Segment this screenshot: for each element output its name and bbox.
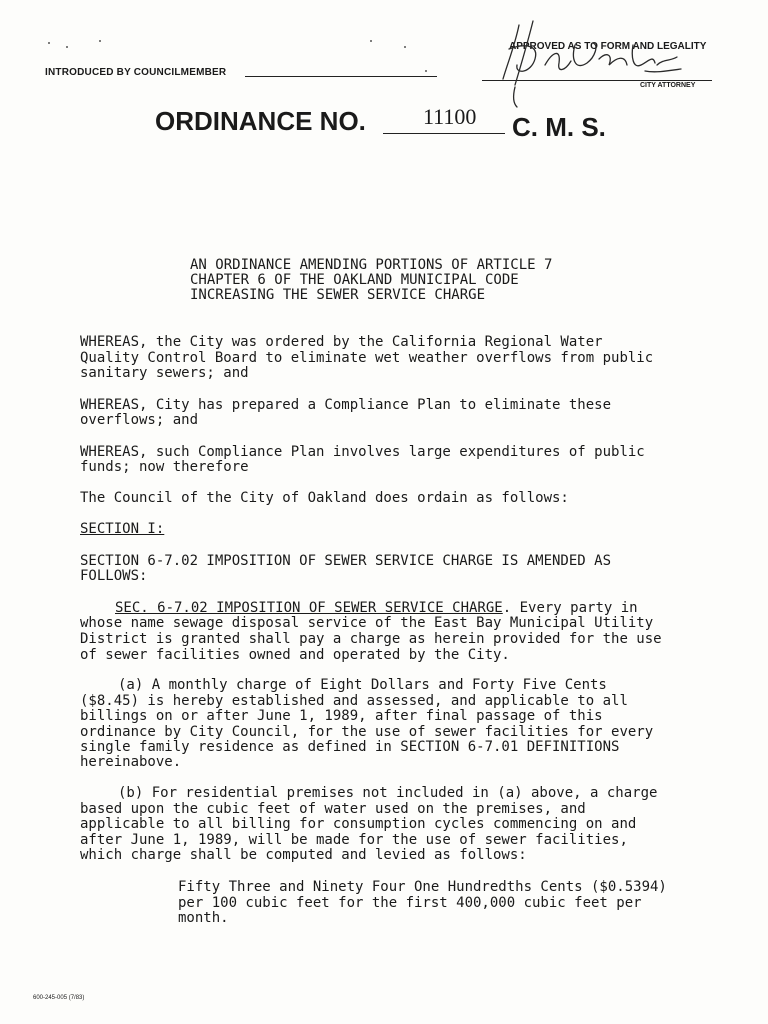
para-a-line: single family residence as defined in SECTION 6-7.01 DEFINITIONS: [80, 739, 620, 755]
rate-line: month.: [178, 910, 229, 926]
whereas-line: WHEREAS, City has prepared a Compliance Plan to eliminate these: [80, 397, 612, 413]
scan-speck: [425, 70, 427, 72]
scan-speck: [66, 46, 68, 48]
approved-as-to-form-label: APPROVED AS TO FORM AND LEGALITY: [509, 41, 707, 52]
para-a-line: (a) A monthly charge of Eight Dollars and Forty Five Cents: [118, 677, 607, 693]
whereas-line: Quality Control Board to eliminate wet weather overflows from public: [80, 350, 654, 366]
whereas-line: overflows; and: [80, 412, 199, 428]
ordinance-number: 11100: [423, 104, 477, 129]
whereas-line: funds; now therefore: [80, 459, 249, 475]
form-code: 600-245-005 (7/83): [33, 995, 85, 1001]
whereas-line: sanitary sewers; and: [80, 365, 249, 381]
section-amend-line: FOLLOWS:: [80, 568, 148, 584]
rate-line: per 100 cubic feet for the first 400,000 cubic feet per: [178, 895, 642, 911]
introduced-by-label: INTRODUCED BY COUNCILMEMBER: [45, 67, 227, 78]
cms-suffix: C. M. S.: [512, 112, 606, 142]
sec-heading: SEC. 6-7.02 IMPOSITION OF SEWER SERVICE CHARGE: [115, 600, 503, 616]
para-a-line: billings on or after June 1, 1989, after final passage of this: [80, 708, 603, 724]
para-b-line: based upon the cubic feet of water used on the premises, and: [80, 801, 586, 817]
introduced-by-line: [245, 76, 437, 77]
scan-speck: [99, 40, 101, 42]
ordain-statement: The Council of the City of Oakland does ordain as follows:: [80, 490, 569, 506]
title-line: CHAPTER 6 OF THE OAKLAND MUNICIPAL CODE: [190, 272, 519, 288]
para-b-line: (b) For residential premises not included in (a) above, a charge: [118, 785, 658, 801]
para-a-line: hereinabove.: [80, 754, 182, 770]
title-line: AN ORDINANCE AMENDING PORTIONS OF ARTICLE 7: [190, 257, 553, 273]
sec-heading-tail: . Every party in: [502, 600, 638, 616]
title-line: INCREASING THE SEWER SERVICE CHARGE: [190, 287, 486, 303]
scan-speck: [404, 46, 406, 48]
rate-line: Fifty Three and Ninety Four One Hundredths Cents ($0.5394): [178, 879, 667, 895]
whereas-line: WHEREAS, such Compliance Plan involves large expenditures of public: [80, 444, 645, 460]
sec-paragraph-line: of sewer facilities owned and operated by the City.: [80, 647, 510, 663]
para-b-line: which charge shall be computed and levied as follows:: [80, 847, 527, 863]
para-b-line: applicable to all billing for consumption cycles commencing on and: [80, 816, 637, 832]
ordinance-title: ORDINANCE NO.: [155, 106, 366, 136]
scan-speck: [370, 40, 372, 42]
para-a-line: ($8.45) is hereby established and assessed, and applicable to all: [80, 693, 628, 709]
sec-paragraph-first-line: [115, 601, 638, 616]
handwritten-signature-icon: [495, 15, 695, 110]
section-heading: SECTION I:: [80, 521, 165, 537]
sec-paragraph-line: District is granted shall pay a charge as herein provided for the use: [80, 631, 662, 647]
city-attorney-label: CITY ATTORNEY: [640, 82, 696, 89]
ordinance-number-line: [383, 133, 505, 134]
section-amend-line: SECTION 6-7.02 IMPOSITION OF SEWER SERVICE CHARGE IS AMENDED AS: [80, 553, 612, 569]
whereas-line: WHEREAS, the City was ordered by the California Regional Water: [80, 334, 603, 350]
sec-paragraph-line: whose name sewage disposal service of the East Bay Municipal Utility: [80, 615, 654, 631]
para-b-line: after June 1, 1989, will be made for the use of sewer facilities,: [80, 832, 628, 848]
scan-speck: [48, 42, 50, 44]
para-a-line: ordinance by City Council, for the use of sewer facilities for every: [80, 724, 654, 740]
